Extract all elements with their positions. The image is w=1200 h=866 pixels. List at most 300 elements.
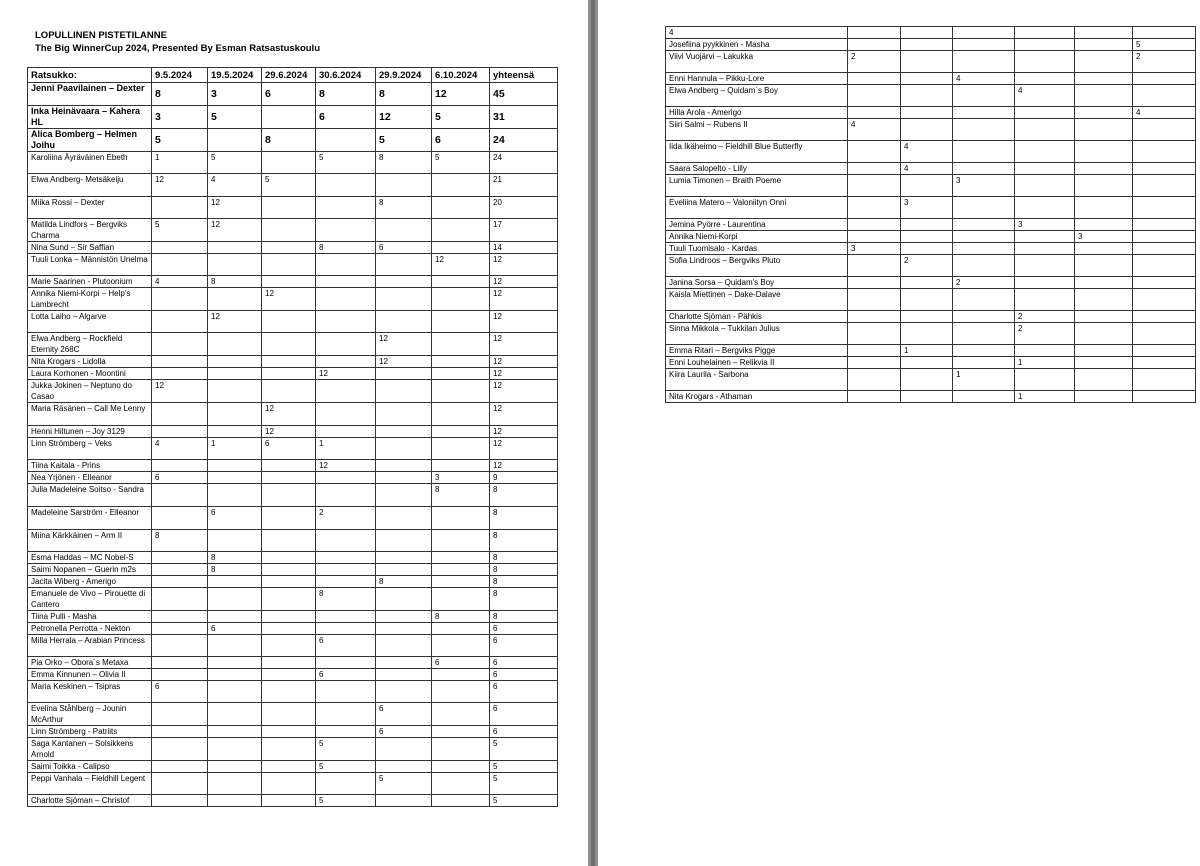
- total-cell: 12: [490, 438, 558, 460]
- rider-horse-cell: Julia Madeleine Soitso - Sandra: [28, 484, 152, 507]
- score-cell: [901, 231, 953, 243]
- score-cell: [432, 438, 490, 460]
- total-cell: 24: [490, 152, 558, 174]
- score-cell: [262, 726, 316, 738]
- total-cell: 8: [490, 530, 558, 552]
- rider-horse-cell: Kiira Laurila - Sarbona: [666, 369, 848, 391]
- score-cell: [1075, 39, 1133, 51]
- score-cell: [1075, 277, 1133, 289]
- rider-horse-cell: Henni Hiltunen – Joy 3129: [28, 426, 152, 438]
- table-row: [28, 703, 558, 726]
- score-cell: [152, 635, 208, 657]
- rider-horse-cell: Tiina Kaitala - Prins: [28, 460, 152, 472]
- score-cell: [376, 460, 432, 472]
- score-cell: [376, 738, 432, 761]
- document-title: LOPULLINEN PISTETILANNE: [35, 30, 167, 41]
- score-cell: 2: [1133, 51, 1196, 73]
- table-row: [28, 460, 558, 472]
- table-row: [28, 219, 558, 242]
- score-cell: [208, 738, 262, 761]
- total-cell: 6: [490, 657, 558, 669]
- score-cell: [208, 333, 262, 356]
- score-cell: [848, 163, 901, 175]
- rider-horse-cell: Emma Ritari – Bergviks Pigge: [666, 345, 848, 357]
- score-cell: [152, 795, 208, 807]
- score-cell: [152, 254, 208, 276]
- table-row: [666, 323, 1196, 345]
- table-row: [28, 368, 558, 380]
- score-cell: [208, 795, 262, 807]
- score-cell: [1075, 73, 1133, 85]
- score-cell: 12: [432, 254, 490, 276]
- table-row: [28, 484, 558, 507]
- score-cell: [432, 197, 490, 219]
- score-cell: [848, 345, 901, 357]
- total-cell: 6: [490, 669, 558, 681]
- score-cell: [208, 254, 262, 276]
- score-cell: [1133, 119, 1196, 141]
- score-cell: 12: [316, 368, 376, 380]
- score-cell: [1015, 197, 1075, 219]
- score-cell: [1075, 141, 1133, 163]
- score-cell: 3: [848, 243, 901, 255]
- score-cell: [432, 174, 490, 197]
- score-cell: [848, 141, 901, 163]
- score-cell: [208, 657, 262, 669]
- table-row: [666, 255, 1196, 277]
- score-cell: [1015, 289, 1075, 311]
- score-cell: 5: [152, 129, 208, 152]
- score-cell: [953, 289, 1015, 311]
- score-cell: 5: [208, 152, 262, 174]
- score-cell: [432, 635, 490, 657]
- table-row: [28, 106, 558, 129]
- score-cell: 4: [152, 438, 208, 460]
- rider-horse-cell: Sofia Lindroos – Bergviks Pluto: [666, 255, 848, 277]
- total-cell: 12: [490, 356, 558, 368]
- total-cell: 6: [490, 681, 558, 703]
- score-cell: [316, 726, 376, 738]
- score-cell: [953, 197, 1015, 219]
- score-cell: [953, 119, 1015, 141]
- score-cell: 8: [152, 530, 208, 552]
- score-cell: [1015, 369, 1075, 391]
- score-cell: [432, 576, 490, 588]
- score-cell: [262, 773, 316, 795]
- score-cell: 3: [432, 472, 490, 484]
- score-cell: [1133, 243, 1196, 255]
- score-cell: [152, 703, 208, 726]
- table-row: [666, 85, 1196, 107]
- score-cell: 2: [1015, 323, 1075, 345]
- column-header-date: 29.6.2024: [262, 68, 316, 83]
- rider-horse-cell: Siiri Salmi – Rubens II: [666, 119, 848, 141]
- rider-horse-cell: Karoliina Äyräväinen Ebeth: [28, 152, 152, 174]
- rider-horse-cell: Saimi Toikka - Calipso: [28, 761, 152, 773]
- score-cell: 6: [432, 129, 490, 152]
- score-cell: [432, 507, 490, 530]
- table-row: [28, 83, 558, 106]
- score-cell: [152, 368, 208, 380]
- total-cell: 21: [490, 174, 558, 197]
- score-cell: [152, 657, 208, 669]
- score-cell: [953, 27, 1015, 39]
- score-cell: 4: [1015, 85, 1075, 107]
- score-cell: [1075, 311, 1133, 323]
- table-row: [666, 231, 1196, 243]
- score-cell: [901, 289, 953, 311]
- score-cell: [316, 380, 376, 403]
- table-row: [666, 141, 1196, 163]
- table-row: [666, 369, 1196, 391]
- column-header-total: yhteensä: [490, 68, 558, 83]
- score-cell: 12: [152, 380, 208, 403]
- score-cell: [376, 219, 432, 242]
- table-row: [666, 197, 1196, 219]
- score-cell: [262, 507, 316, 530]
- score-cell: [1015, 345, 1075, 357]
- score-cell: [262, 681, 316, 703]
- score-cell: [432, 333, 490, 356]
- score-cell: [208, 635, 262, 657]
- rider-horse-cell: Jacita Wiberg - Amerigo: [28, 576, 152, 588]
- score-cell: [432, 773, 490, 795]
- score-cell: [208, 242, 262, 254]
- score-cell: [376, 530, 432, 552]
- score-cell: [432, 380, 490, 403]
- score-cell: [262, 219, 316, 242]
- score-cell: [1133, 369, 1196, 391]
- score-cell: [376, 403, 432, 426]
- score-cell: [262, 197, 316, 219]
- score-cell: 8: [208, 564, 262, 576]
- score-cell: [316, 311, 376, 333]
- score-cell: 4: [901, 163, 953, 175]
- total-cell: 12: [490, 403, 558, 426]
- score-cell: [953, 107, 1015, 119]
- rider-horse-cell: Maria Keskinen – Tsipras: [28, 681, 152, 703]
- score-cell: [376, 276, 432, 288]
- score-cell: 3: [901, 197, 953, 219]
- table-row: [666, 175, 1196, 197]
- score-cell: [208, 288, 262, 311]
- score-cell: [1015, 231, 1075, 243]
- table-row: [666, 119, 1196, 141]
- score-cell: [316, 403, 376, 426]
- rider-horse-cell: Lumia Timonen – Braith Poeme: [666, 175, 848, 197]
- score-cell: [262, 152, 316, 174]
- table-row: [666, 277, 1196, 289]
- score-cell: [262, 311, 316, 333]
- rider-horse-cell: Hilla Arola - Amerigo: [666, 107, 848, 119]
- score-cell: [1075, 197, 1133, 219]
- rider-horse-cell: Sinna Mikkola – Tukkilan Julius: [666, 323, 848, 345]
- standings-table-page-1: [27, 67, 558, 807]
- score-cell: [262, 795, 316, 807]
- total-cell: 17: [490, 219, 558, 242]
- table-row: [28, 530, 558, 552]
- rider-horse-cell: Tiina Pulli - Masha: [28, 611, 152, 623]
- score-cell: [1075, 175, 1133, 197]
- score-cell: [208, 761, 262, 773]
- score-cell: [316, 484, 376, 507]
- table-row: [666, 51, 1196, 73]
- score-cell: [432, 530, 490, 552]
- score-cell: [262, 106, 316, 129]
- table-row: [28, 254, 558, 276]
- score-cell: [848, 369, 901, 391]
- score-cell: 6: [152, 681, 208, 703]
- rider-horse-cell: Saara Salopelto - Lilly: [666, 163, 848, 175]
- score-cell: [901, 51, 953, 73]
- score-cell: [901, 369, 953, 391]
- score-cell: [953, 311, 1015, 323]
- score-cell: [262, 472, 316, 484]
- score-cell: 6: [376, 726, 432, 738]
- rider-horse-cell: Tuuli Lonka – Männistön Unelma: [28, 254, 152, 276]
- rider-horse-cell: Janina Sorsa – Quidam's Boy: [666, 277, 848, 289]
- rider-horse-cell: Viivi Vuojärvi – Lakukka: [666, 51, 848, 73]
- score-cell: [848, 39, 901, 51]
- score-cell: [376, 472, 432, 484]
- rider-horse-cell: Charlotte Sjöman - Pähkis: [666, 311, 848, 323]
- score-cell: [1075, 369, 1133, 391]
- score-cell: [152, 552, 208, 564]
- score-cell: 12: [376, 106, 432, 129]
- score-cell: [208, 380, 262, 403]
- total-cell: 8: [490, 507, 558, 530]
- score-cell: 8: [316, 242, 376, 254]
- table-row: [28, 623, 558, 635]
- score-cell: [1133, 73, 1196, 85]
- score-cell: 5: [208, 106, 262, 129]
- score-cell: 6: [316, 106, 376, 129]
- score-cell: [432, 356, 490, 368]
- score-cell: [208, 368, 262, 380]
- rider-horse-cell: Eveliina Matero – Valoniityn Onni: [666, 197, 848, 219]
- score-cell: 12: [316, 460, 376, 472]
- total-cell: 20: [490, 197, 558, 219]
- score-cell: 2: [1015, 311, 1075, 323]
- score-cell: [848, 289, 901, 311]
- score-cell: [432, 623, 490, 635]
- table-row: [666, 107, 1196, 119]
- score-cell: [208, 703, 262, 726]
- score-cell: [1075, 323, 1133, 345]
- table-row: [28, 333, 558, 356]
- rider-horse-cell: Linn Strömberg - Patriits: [28, 726, 152, 738]
- column-header-date: 6.10.2024: [432, 68, 490, 83]
- score-cell: [901, 391, 953, 403]
- score-cell: [848, 323, 901, 345]
- table-row: [666, 73, 1196, 85]
- table-row: [28, 795, 558, 807]
- score-cell: [1015, 255, 1075, 277]
- rider-horse-cell: Linn Strömberg – Veks: [28, 438, 152, 460]
- score-cell: [1133, 311, 1196, 323]
- score-cell: [316, 197, 376, 219]
- score-cell: [1133, 289, 1196, 311]
- table-row: [28, 761, 558, 773]
- score-cell: 1: [316, 438, 376, 460]
- table-row: [28, 197, 558, 219]
- score-cell: 8: [376, 152, 432, 174]
- score-cell: [848, 391, 901, 403]
- table-row: [28, 356, 558, 368]
- total-cell: 12: [490, 368, 558, 380]
- score-cell: 4: [901, 141, 953, 163]
- table-row: [28, 552, 558, 564]
- score-cell: [1015, 163, 1075, 175]
- table-row: [28, 726, 558, 738]
- score-cell: [432, 738, 490, 761]
- score-cell: [376, 669, 432, 681]
- score-cell: [953, 231, 1015, 243]
- score-cell: 4: [848, 119, 901, 141]
- score-cell: [1075, 345, 1133, 357]
- rider-horse-cell: Esma Haddas – MC Nobel-S: [28, 552, 152, 564]
- score-cell: [848, 357, 901, 369]
- score-cell: 4: [152, 276, 208, 288]
- table-row: [666, 357, 1196, 369]
- score-cell: [316, 219, 376, 242]
- score-cell: 5: [376, 129, 432, 152]
- score-cell: 8: [376, 576, 432, 588]
- score-cell: [953, 345, 1015, 357]
- score-cell: [901, 39, 953, 51]
- score-cell: 2: [848, 51, 901, 73]
- total-cell: 12: [490, 460, 558, 472]
- score-cell: 3: [152, 106, 208, 129]
- score-cell: [262, 564, 316, 576]
- score-cell: [848, 231, 901, 243]
- rider-horse-cell: Madeleine Sarström - Elleanor: [28, 507, 152, 530]
- score-cell: 8: [376, 197, 432, 219]
- score-cell: [1075, 51, 1133, 73]
- score-cell: [432, 403, 490, 426]
- score-cell: [152, 761, 208, 773]
- score-cell: [432, 552, 490, 564]
- score-cell: [152, 311, 208, 333]
- score-cell: 5: [316, 152, 376, 174]
- rider-horse-cell: Nea Yrjönen - Elleanor: [28, 472, 152, 484]
- score-cell: [316, 564, 376, 576]
- score-cell: [848, 311, 901, 323]
- table-row: [28, 507, 558, 530]
- score-cell: [316, 703, 376, 726]
- rider-horse-cell: Elwa Andberg – Rockfield Eternity 268C: [28, 333, 152, 356]
- score-cell: [152, 426, 208, 438]
- score-cell: [376, 254, 432, 276]
- score-cell: [1015, 243, 1075, 255]
- score-cell: [432, 669, 490, 681]
- table-header-row: [28, 68, 558, 83]
- score-cell: 5: [316, 795, 376, 807]
- score-cell: [901, 323, 953, 345]
- score-cell: [1133, 357, 1196, 369]
- score-cell: [1133, 391, 1196, 403]
- score-cell: [953, 39, 1015, 51]
- score-cell: 4: [1133, 107, 1196, 119]
- score-cell: [152, 611, 208, 623]
- rider-horse-cell: Peppi Vanhala – Fieldhill Legent: [28, 773, 152, 795]
- rider-horse-cell: Annika Niemi-Korpi: [666, 231, 848, 243]
- rider-horse-cell: 4: [666, 27, 848, 39]
- score-cell: [152, 773, 208, 795]
- total-cell: 12: [490, 311, 558, 333]
- score-cell: 3: [953, 175, 1015, 197]
- table-row: [28, 576, 558, 588]
- table-row: [28, 242, 558, 254]
- score-cell: [432, 795, 490, 807]
- score-cell: [432, 368, 490, 380]
- score-cell: [1133, 277, 1196, 289]
- score-cell: [953, 391, 1015, 403]
- total-cell: 12: [490, 333, 558, 356]
- rider-horse-cell: Pia Orko – Obora´s Metaxa: [28, 657, 152, 669]
- total-cell: 6: [490, 703, 558, 726]
- score-cell: [316, 276, 376, 288]
- table-row: [28, 669, 558, 681]
- total-cell: 8: [490, 611, 558, 623]
- score-cell: [901, 27, 953, 39]
- score-cell: [432, 426, 490, 438]
- score-cell: 1: [1015, 391, 1075, 403]
- score-cell: [376, 623, 432, 635]
- score-cell: [1133, 175, 1196, 197]
- total-cell: 8: [490, 588, 558, 611]
- score-cell: [1133, 323, 1196, 345]
- score-cell: [316, 623, 376, 635]
- score-cell: [152, 738, 208, 761]
- total-cell: 12: [490, 276, 558, 288]
- score-cell: 12: [208, 219, 262, 242]
- table-row: [28, 611, 558, 623]
- score-cell: [316, 472, 376, 484]
- score-cell: [1133, 27, 1196, 39]
- score-cell: [208, 403, 262, 426]
- score-cell: [376, 681, 432, 703]
- score-cell: [432, 681, 490, 703]
- score-cell: 1: [953, 369, 1015, 391]
- table-row: [666, 345, 1196, 357]
- score-cell: 5: [316, 761, 376, 773]
- score-cell: [1133, 231, 1196, 243]
- rider-horse-cell: Charlotte Sjöman – Christof: [28, 795, 152, 807]
- table-row: [28, 380, 558, 403]
- score-cell: [208, 681, 262, 703]
- total-cell: 8: [490, 552, 558, 564]
- score-cell: [901, 119, 953, 141]
- score-cell: [316, 254, 376, 276]
- table-row: [28, 129, 558, 152]
- rider-horse-cell: Laura Korhonen - Moontini: [28, 368, 152, 380]
- score-cell: [152, 288, 208, 311]
- score-cell: 1: [152, 152, 208, 174]
- score-cell: [262, 254, 316, 276]
- score-cell: [432, 564, 490, 576]
- score-cell: [262, 276, 316, 288]
- table-row: [28, 588, 558, 611]
- column-header-date: 30.6.2024: [316, 68, 376, 83]
- score-cell: [848, 73, 901, 85]
- rider-horse-cell: Emanuele de Vivo – Pirouette di Cantero: [28, 588, 152, 611]
- score-cell: [953, 323, 1015, 345]
- rider-horse-cell: Inka Heinävaara – Kahera HL: [28, 106, 152, 129]
- total-cell: 12: [490, 254, 558, 276]
- table-row: [666, 391, 1196, 403]
- score-cell: 12: [376, 333, 432, 356]
